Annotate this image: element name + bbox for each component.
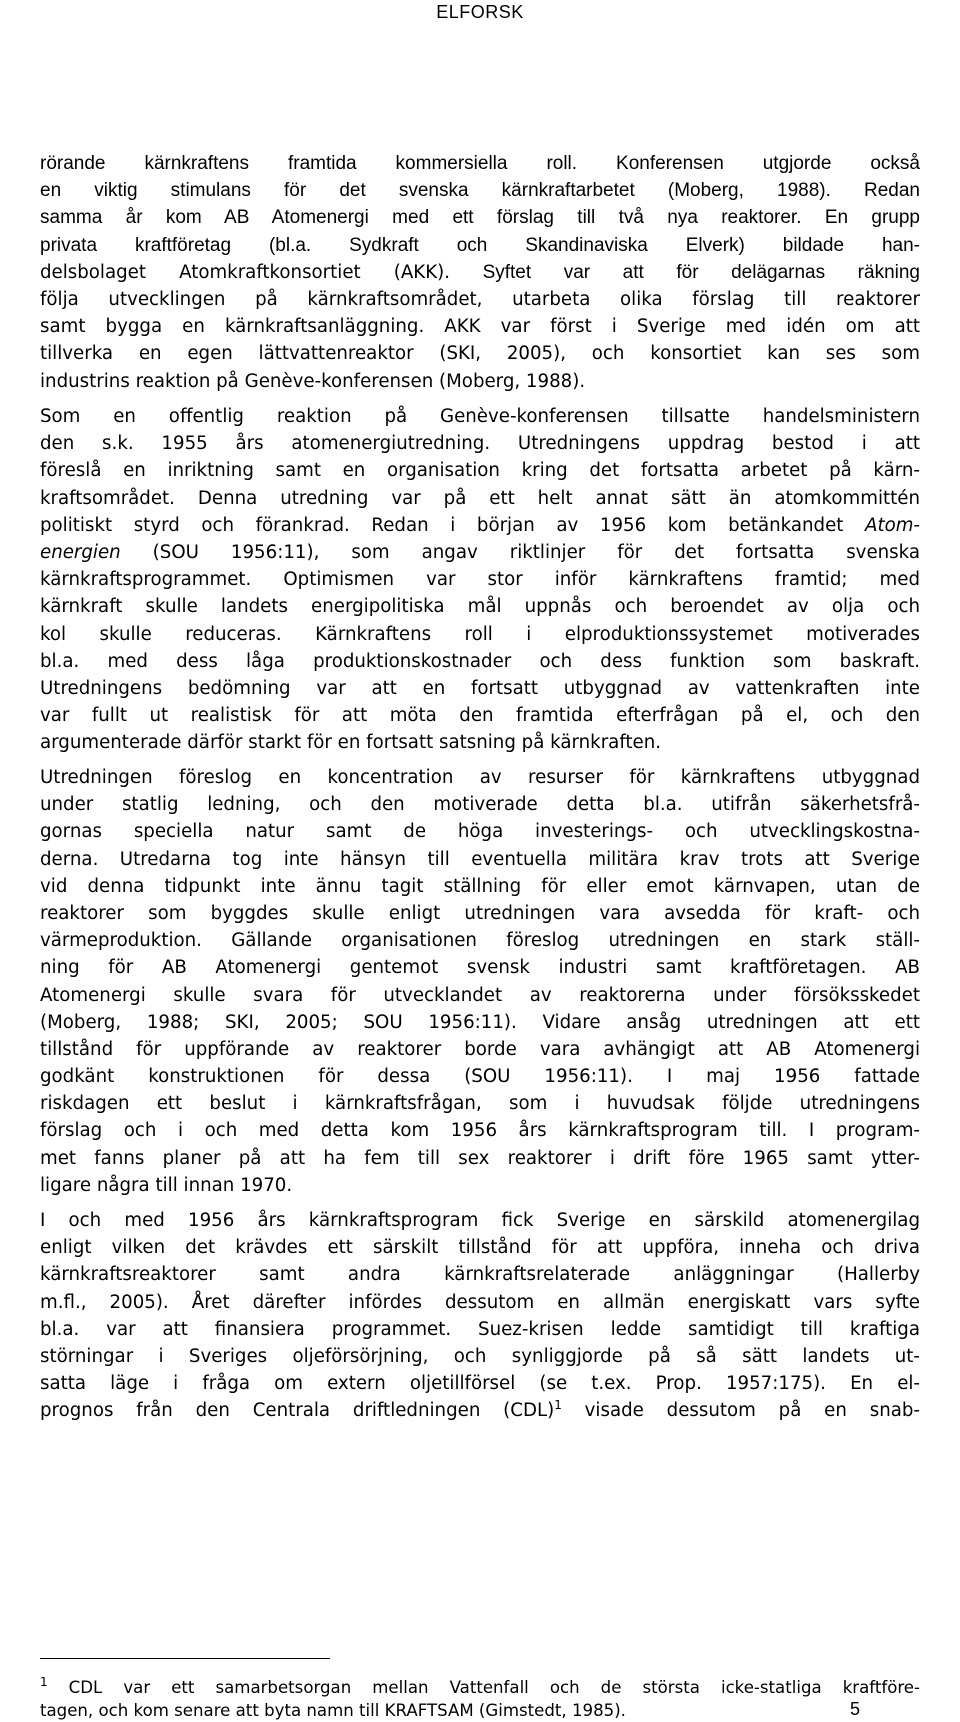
page-number: 5 xyxy=(849,1699,860,1719)
text-line: vid denna tidpunkt inte ännu tagit ställning för eller emot kärnvapen, utan de xyxy=(40,875,920,897)
text-line: Utredningens bedömning var att en fortsatt utbyggnad av vattenkraften inte xyxy=(40,677,920,699)
text-line: Atomenergi skulle svara för utvecklandet av reaktorerna under försöksskedet xyxy=(40,984,920,1006)
text-segment: visade dessutom på en snab- xyxy=(561,1400,920,1422)
text-line: tillstånd för uppförande av reaktorer borde vara avhängigt att AB Atomenergi xyxy=(40,1038,920,1060)
text-line: förslag och i och med detta kom 1956 års kärnkraftsprogram till. I program- xyxy=(40,1120,920,1142)
text-segment: delsbolaget Atomkraftkonsortiet (AKK). xyxy=(40,261,450,283)
text-line: föreslå en inriktning samt en organisation kring det fortsatta arbetet på kärn- xyxy=(40,460,920,482)
text-line: bl.a. med dess låga produktionskostnader och dess funktion som baskraft. xyxy=(40,650,920,672)
text-line: kärnkraft skulle landets energipolitiska mål uppnås och beroendet av olja och xyxy=(40,596,920,618)
text-line: tillverka en egen lättvattenreaktor (SKI, 2005), och konsortiet kan ses som xyxy=(40,343,920,365)
text-line: bl.a. var att finansiera programmet. Suez-krisen ledde samtidigt till kraftiga xyxy=(40,1318,920,1340)
text-line xyxy=(40,259,920,286)
text-line: samt bygga en kärnkraftsanläggning. AKK var först i Sverige med idén om att xyxy=(40,316,920,338)
text-line: den s.k. 1955 års atomenergiutredning. Utredningens uppdrag bestod i att xyxy=(40,433,920,455)
paragraph-3 xyxy=(40,764,920,1199)
footnote-line xyxy=(40,1676,920,1699)
report-title-italic: Atom- xyxy=(865,514,920,536)
page-header: ELFORSK xyxy=(436,2,524,22)
text-line: gornas speciella natur samt de höga investerings- och utvecklingskostna- xyxy=(40,821,920,843)
text-line: värmeproduktion. Gällande organisationen föreslog utredningen en stark ställ- xyxy=(40,930,920,952)
text-line: ning för AB Atomenergi gentemot svensk industri samt kraftföretagen. AB xyxy=(40,957,920,979)
report-title-italic: energien xyxy=(40,541,121,563)
text-line: följa utvecklingen på kärnkraftsområdet, utarbeta olika förslag till reaktorer xyxy=(40,288,920,310)
text-line xyxy=(40,512,920,539)
footnote-separator xyxy=(40,1658,330,1659)
text-line: samma år kom AB Atomenergi med ett förslag till två nya reaktorer. En grupp xyxy=(40,207,920,229)
text-line: Utredningen föreslog en koncentration av resurser för kärnkraftens utbyggnad xyxy=(40,767,920,788)
text-line: Som en offentlig reaktion på Genève-konferensen tillsatte handelsministern xyxy=(40,406,920,427)
text-line: godkänt konstruktionen för dessa (SOU 1956:11). I maj 1956 fattade xyxy=(40,1066,920,1088)
text-line: met fanns planer på att ha fem till sex reaktorer i drift före 1965 samt ytter- xyxy=(40,1147,920,1169)
text-segment: CDL var ett samarbetsorgan mellan Vattenfall och de största icke-statliga kraftföre- xyxy=(47,1678,920,1697)
text-segment: (SOU 1956:11), som angav riktlinjer för det fortsatta svenska xyxy=(120,541,920,563)
text-line: industrins reaktion på Genève-konferensen (Moberg, 1988). xyxy=(40,370,586,392)
text-line: I och med 1956 års kärnkraftsprogram fick Sverige en särskild atomenergilag xyxy=(40,1210,920,1231)
text-line: rörande kärnkraftens framtida kommersiella roll. Konferensen utgjorde också xyxy=(40,153,920,174)
footnote-line: tagen, och kom senare att byta namn till KRAFTSAM (Gimstedt, 1985). xyxy=(40,1701,626,1720)
text-line: reaktorer som byggdes skulle enligt utredningen vara avsedda för kraft- och xyxy=(40,902,920,924)
text-line: kraftsområdet. Denna utredning var på ett helt annat sätt än atomkommittén xyxy=(40,487,920,509)
text-line: m.fl., 2005). Året därefter infördes dessutom en allmän energiskatt vars syfte xyxy=(40,1291,920,1313)
text-line: en viktig stimulans för det svenska kärnkraftarbetet (Moberg, 1988). Redan xyxy=(40,180,920,202)
paragraph-4 xyxy=(40,1207,920,1425)
text-segment: prognos från den Centrala driftledningen (CDL) xyxy=(40,1400,555,1422)
text-line: var fullt ut realistisk för att möta den framtida efterfrågan på el, och den xyxy=(40,705,920,727)
text-segment: politiskt styrd och förankrad. Redan i början av 1956 kom betänkandet xyxy=(40,514,866,536)
text-line: under statlig ledning, och den motiverade detta bl.a. utifrån säkerhetsfrå- xyxy=(40,794,920,816)
text-line: kol skulle reduceras. Kärnkraftens roll i elproduktionssystemet motiverades xyxy=(40,623,920,645)
text-line: störningar i Sveriges oljeförsörjning, och synliggjorde på så sätt landets ut- xyxy=(40,1345,920,1367)
text-line xyxy=(40,1397,920,1424)
text-segment: Syftet var att för delägarnas räkning xyxy=(450,261,920,283)
text-line: satta läge i fråga om extern oljetillförsel (se t.ex. Prop. 1957:175). En el- xyxy=(40,1373,920,1395)
text-line: derna. Utredarna tog inte hänsyn till eventuella militära krav trots att Sverige xyxy=(40,848,920,870)
text-line: privata kraftföretag (bl.a. Sydkraft och Skandinaviska Elverk) bildade han- xyxy=(40,234,920,256)
text-line: riskdagen ett beslut i kärnkraftsfrågan, som i huvudsak följde utredningens xyxy=(40,1093,920,1115)
text-line: argumenterade därför starkt för en fortsatt satsning på kärnkraften. xyxy=(40,732,662,754)
text-line: ligare några till innan 1970. xyxy=(40,1174,293,1196)
footnote-number: 1 xyxy=(40,1675,48,1689)
text-line: kärnkraftsprogrammet. Optimismen var stor inför kärnkraftens framtid; med xyxy=(40,569,920,591)
paragraph-1 xyxy=(40,150,920,395)
text-line xyxy=(40,539,920,566)
footnote-reference: 1 xyxy=(554,1398,562,1413)
text-line: kärnkraftsreaktorer samt andra kärnkraftsrelaterade anläggningar (Hallerby xyxy=(40,1264,920,1286)
paragraph-2 xyxy=(40,403,920,756)
text-line: (Moberg, 1988; SKI, 2005; SOU 1956:11). Vidare ansåg utredningen att ett xyxy=(40,1011,920,1033)
text-line: enligt vilken det krävdes ett särskilt tillstånd för att uppföra, inneha och driva xyxy=(40,1237,920,1259)
